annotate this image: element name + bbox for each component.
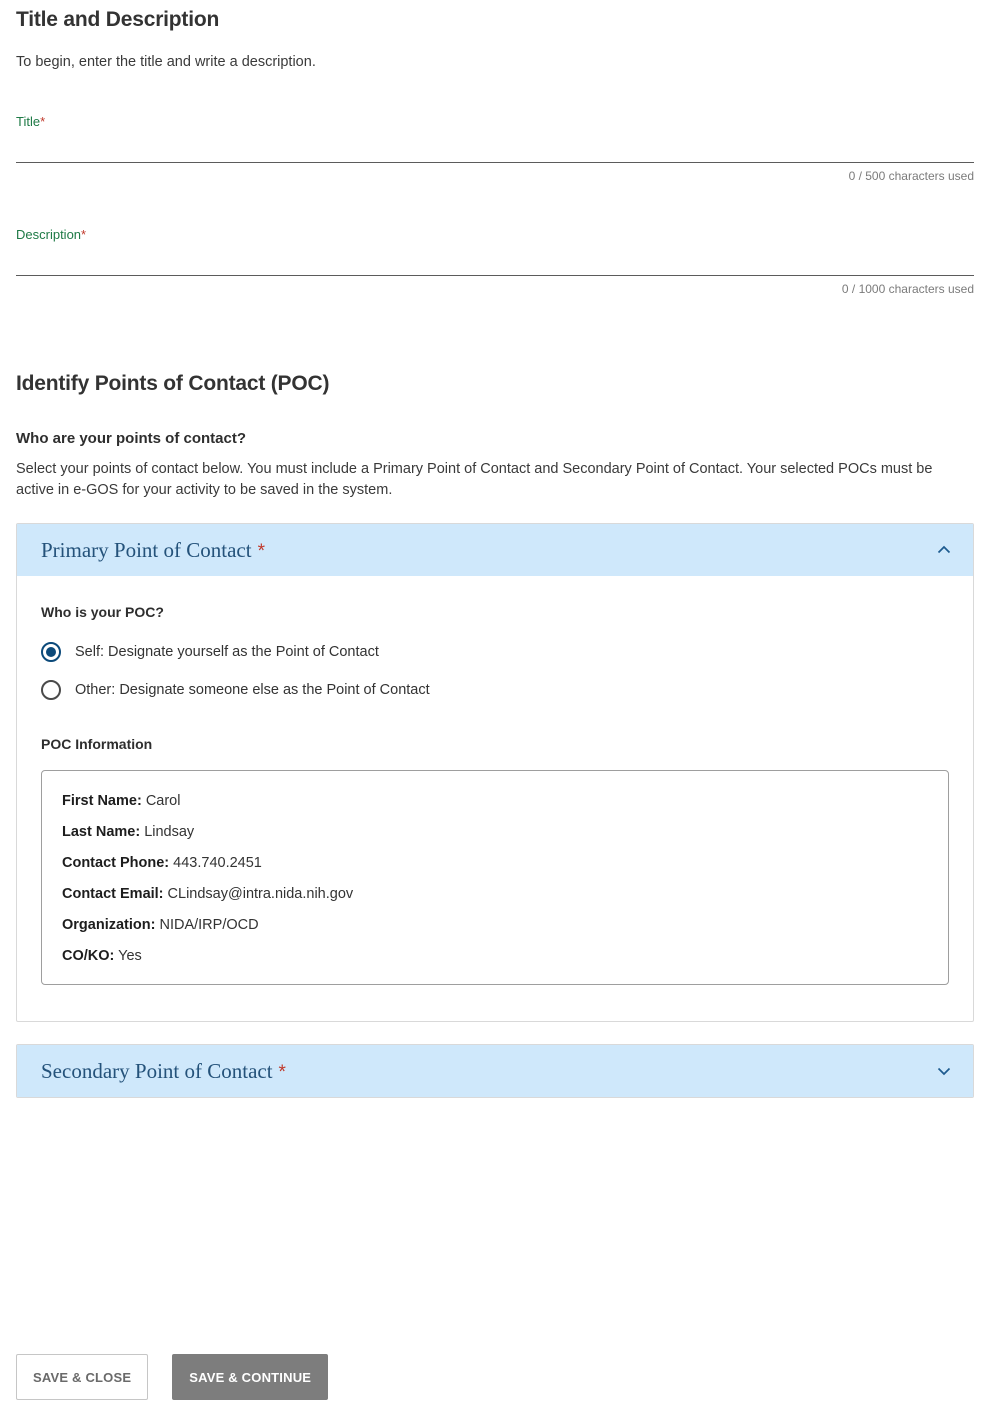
poc-option-other-label: Other: Designate someone else as the Point of Contact (75, 682, 430, 699)
poc-question: Who are your points of contact? (16, 430, 247, 447)
poc-contact-phone-value: 443.740.2451 (173, 855, 262, 872)
poc-option-self-label: Self: Designate yourself as the Point of Contact (75, 644, 379, 661)
poc-last-name-row (62, 824, 928, 840)
form-page (0, 8, 990, 1416)
poc-first-name-value: Carol (145, 793, 181, 810)
description-field-label (16, 227, 974, 242)
chevron-up-icon[interactable] (935, 541, 953, 559)
radio-other-icon[interactable] (41, 680, 61, 700)
poc-contact-email-value: CLindsay@intra.nida.nih.gov (167, 886, 354, 903)
section-intro-text: To begin, enter the title and write a description. (16, 54, 316, 70)
poc-first-name-row (62, 793, 928, 809)
primary-poc-title: Primary Point of Contact (41, 537, 252, 562)
primary-poc-required-mark: * (257, 540, 265, 562)
poc-organization-row (62, 917, 928, 933)
secondary-poc-required-mark: * (278, 1061, 286, 1083)
save-and-continue-button[interactable]: SAVE & CONTINUE (172, 1354, 328, 1400)
title-required-mark: * (40, 114, 46, 129)
primary-poc-accordion-body (17, 576, 973, 1021)
poc-organization-label: Organization: (62, 917, 156, 934)
poc-contact-phone-label: Contact Phone: (62, 855, 170, 872)
poc-option-other[interactable] (41, 680, 949, 700)
poc-organization-value: NIDA/IRP/OCD (159, 917, 259, 934)
chevron-down-icon[interactable] (935, 1062, 953, 1080)
poc-section (16, 372, 974, 1098)
poc-section-title: Identify Points of Contact (POC) (16, 372, 330, 395)
title-input[interactable] (16, 135, 974, 163)
poc-first-name-label: First Name: (62, 793, 142, 810)
secondary-poc-accordion-header[interactable] (17, 1045, 973, 1097)
poc-option-self[interactable] (41, 642, 949, 662)
poc-contact-email-label: Contact Email: (62, 886, 164, 903)
save-and-close-button[interactable]: SAVE & CLOSE (16, 1354, 148, 1400)
poc-description: Select your points of contact below. You must include a Primary Point of Contact and Secondary Point of Contact. Your selected POCs must be active in e-GOS for your activity to be saved in the system. (16, 461, 933, 499)
secondary-poc-accordion (16, 1044, 974, 1098)
primary-poc-accordion (16, 523, 974, 1022)
poc-information-label: POC Information (41, 736, 153, 753)
poc-co-ko-row (62, 948, 928, 964)
description-character-counter: 0 / 1000 characters used (841, 282, 974, 296)
secondary-poc-title-wrap (41, 1059, 286, 1084)
primary-poc-title-wrap (41, 538, 265, 563)
title-character-counter: 0 / 500 characters used (848, 169, 974, 183)
poc-co-ko-value: Yes (118, 948, 142, 965)
form-footer (16, 1354, 328, 1400)
primary-poc-accordion-header[interactable] (17, 524, 973, 576)
poc-information-card (41, 770, 949, 985)
description-required-mark: * (81, 227, 87, 242)
title-field-block (16, 114, 974, 183)
primary-poc-sub-label: Who is your POC? (41, 604, 164, 621)
poc-contact-phone-row (62, 855, 928, 871)
page-title: Title and Description (16, 8, 220, 31)
radio-self-icon[interactable] (41, 642, 61, 662)
poc-last-name-label: Last Name: (62, 824, 141, 841)
poc-contact-email-row (62, 886, 928, 902)
poc-last-name-value: Lindsay (144, 824, 195, 841)
secondary-poc-title: Secondary Point of Contact (41, 1058, 273, 1083)
description-label-text: Description (16, 227, 82, 242)
description-field-block (16, 227, 974, 296)
title-label-text: Title (16, 114, 41, 129)
poc-co-ko-label: CO/KO: (62, 948, 115, 965)
title-field-label (16, 114, 974, 129)
description-input[interactable] (16, 248, 974, 276)
